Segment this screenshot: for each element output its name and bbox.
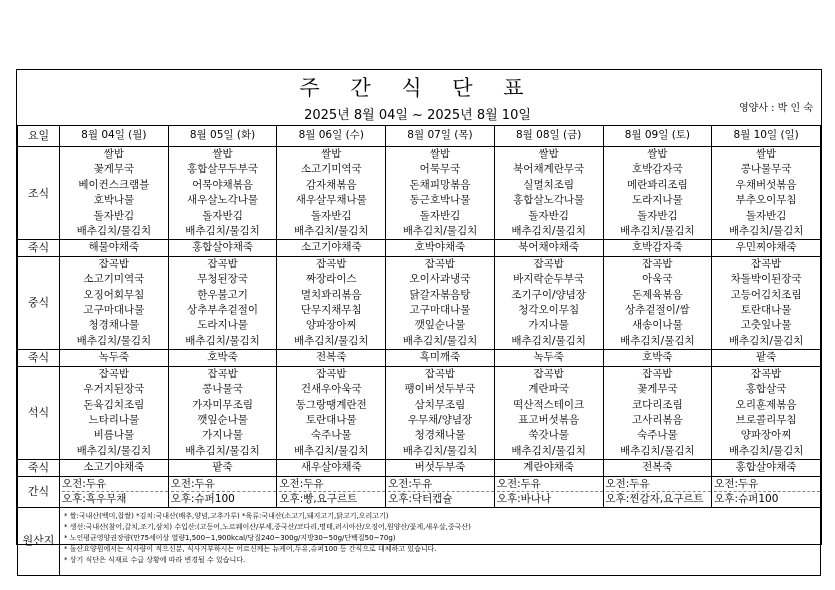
menu-item: 콩나물국 [202,383,243,396]
snack-cell [603,476,712,507]
menu-cell [603,366,712,459]
menu-item: 잡곡밥 [642,257,673,270]
menu-item: 돌자반김 [93,209,135,222]
origin-notes [60,507,821,575]
menu-item: 표고버섯볶음 [518,413,580,426]
day-header: 8월 08일 (금) [494,126,603,147]
menu-item: 돈육김치조림 [83,398,145,411]
menu-item: 고등어김치조림 [730,288,802,301]
menu-item: 부추오이무침 [735,194,797,207]
menu-item: 소고기미역국 [300,163,362,176]
menu-item: 한우불고기 [197,288,248,301]
menu-item: 메란꽈리조림 [626,178,688,191]
menu-item: 쌀밥 [212,148,233,160]
menu-item: 쌀밥 [103,148,124,160]
menu-item: 우채버섯볶음 [735,178,797,191]
weekly-menu-table [17,125,821,576]
menu-cell [277,147,386,240]
dinner-row [18,366,821,459]
menu-item: 배추김치/물김치 [620,225,695,238]
porridge-item: 소고기야채죽 [277,240,386,256]
menu-item: 홍합살국 [745,383,787,396]
menu-item: 새우살노각나물 [187,194,259,207]
menu-item: 배추김치/물김치 [620,334,695,347]
menu-cell [60,256,169,349]
menu-item: 잡곡밥 [533,367,564,380]
porridge-item: 홍합살야채죽 [712,460,821,476]
menu-item: 아욱국 [642,273,673,286]
menu-item: 오징어회무침 [83,288,145,301]
menu-item: 청경채나물 [414,429,466,442]
meal-label: 조식 [18,147,60,240]
menu-item: 청각오이무침 [518,304,580,317]
menu-item: 삼치무조림 [414,398,466,411]
menu-item: 잡곡밥 [750,257,782,270]
menu-item: 배추김치/물김치 [185,334,260,347]
menu-cell [494,147,603,240]
porridge-item: 호박죽 [168,350,277,366]
menu-cell [60,366,169,459]
menu-item: 양파장아찌 [740,429,792,442]
menu-item: 돈채피망볶음 [409,178,471,191]
menu-item: 어묵야채볶음 [192,178,253,191]
menu-cell [494,256,603,349]
snack-item: 오후:찐감자,요구르트 [606,491,712,506]
menu-item: 배추김치/물김치 [402,444,478,457]
origin-note: * 노인평균영양권장량(만75세이상 열량1,500~1,900kcal/당질240~300g/지방30~50g/단백질50~70g) [64,533,396,542]
menu-item: 실멸치조림 [523,178,575,191]
menu-item: 꽃게무국 [637,383,678,396]
menu-item: 돌자반김 [637,209,678,222]
menu-item: 비름나물 [93,429,135,442]
menu-cell [712,147,821,240]
menu-cell [277,256,386,349]
menu-item: 팽이버섯두부국 [404,383,476,396]
snack-item: 오후:바나나 [497,491,603,506]
menu-item: 배추김치/물김치 [76,225,152,238]
day-header: 8월 09일 (토) [603,126,712,147]
porridge-item: 전복죽 [277,350,386,366]
snack-item: 오전:두유 [62,477,107,490]
menu-item: 떡산적스테이크 [513,398,585,411]
menu-cell [60,147,169,240]
menu-item: 가지나물 [202,429,243,442]
porridge-item: 녹두죽 [60,350,169,366]
snack-cell [386,476,495,507]
header-row [18,126,821,147]
porridge-item: 홍합살야채죽 [168,240,277,256]
menu-item: 콩나물무국 [740,163,792,176]
origin-note: * 돌산요양원에서는 식사량이 적으신분, 식사거부하시는 어르신께는 뉴케어,두유,슈퍼100 등 간식으로 대체하고 있습니다. [64,544,437,553]
day-header: 8월 10일 (일) [712,126,821,147]
menu-item: 도라지나물 [632,194,683,207]
menu-item: 호박감자국 [632,163,683,176]
menu-item: 가자미무조림 [192,398,253,411]
menu-item: 토란대나물 [740,304,792,317]
porridge-item: 호박야채죽 [386,240,495,256]
menu-item: 감자채볶음 [305,178,357,191]
menu-item: 배추김치/물김치 [293,225,369,238]
porridge-item: 새우살야채죽 [277,460,386,476]
menu-item: 차돌박이된장국 [730,273,802,286]
menu-item: 잡곡밥 [316,257,347,270]
origin-note: * 쌀:국내산(백미,찹쌀) *김치:국내산(배추,양념,고추가루) *육류:국내산(소고기,돼지고기,닭고기,오리고기) [64,511,389,520]
menu-item: 쌀밥 [755,148,777,160]
snack-item: 오후:흑우무채 [62,491,168,506]
breakfast-porridge-row [18,240,821,256]
lunch-row [18,256,821,349]
menu-item: 배추김치/물김치 [511,334,586,347]
menu-item: 배추김치/물김치 [293,444,369,457]
day-header: 8월 05일 (화) [168,126,277,147]
menu-item: 도라지나물 [197,319,248,332]
snack-item: 오후:빵,요구르트 [279,491,385,506]
menu-item: 배추김치/물김치 [728,225,804,238]
menu-item: 깻잎순나물 [197,413,248,426]
snack-cell [712,476,821,507]
menu-cell [168,256,277,349]
origin-row [18,507,821,575]
menu-item: 상추부추겉절이 [187,304,259,317]
menu-cell [168,147,277,240]
porridge-item: 흑미깨죽 [386,350,495,366]
menu-item: 배추김치/물김치 [620,444,695,457]
menu-item: 배추김치/물김치 [511,225,586,238]
snack-item: 오전:두유 [496,477,541,490]
porridge-item: 호박죽 [603,350,712,366]
menu-item: 배추김치/물김치 [402,334,478,347]
menu-period: 2025년 8월 04일 ~ 2025년 8월 10일 [304,108,531,123]
menu-item: 양파장아찌 [305,319,357,332]
menu-item: 돈제육볶음 [632,288,683,301]
menu-item: 배추김치/물김치 [402,225,478,238]
menu-item: 어묵무국 [419,163,461,176]
menu-cell [386,147,495,240]
meal-label: 중식 [18,256,60,349]
menu-cell [277,366,386,459]
dinner-porridge-row [18,460,821,476]
menu-item: 숙주나물 [637,429,678,442]
menu-item: 쑥갓나물 [528,429,569,442]
weekday-header: 요일 [18,126,60,147]
day-header: 8월 04일 (월) [60,126,169,147]
meal-label: 죽식 [18,350,60,366]
menu-item: 배추김치/물김치 [185,444,260,457]
menu-item: 돌자반김 [419,209,461,222]
menu-item: 오이사과냉국 [409,273,471,286]
porridge-item: 해물야채죽 [60,240,169,256]
origin-label: 원산지 [18,507,60,575]
menu-item: 우거지된장국 [83,383,145,396]
menu-cell [386,256,495,349]
porridge-item: 계란야채죽 [494,460,603,476]
snack-item: 오전:두유 [388,477,433,490]
menu-item: 쌀밥 [647,148,668,160]
menu-item: 북어채계란무국 [513,163,585,176]
menu-cell [712,366,821,459]
nutritionist-label: 영양사 : 박 인 숙 [738,103,813,114]
menu-item: 청경채나물 [88,319,140,332]
menu-item: 배추김치/물김치 [511,444,586,457]
page-title: 주 간 식 단 표 [299,76,536,100]
day-header: 8월 06일 (수) [277,126,386,147]
menu-item: 돌자반김 [310,209,352,222]
meal-label: 죽식 [18,460,60,476]
menu-item: 소고기미역국 [83,273,145,286]
menu-item: 배추김치/물김치 [76,334,152,347]
menu-item: 멸치꽈리볶음 [300,288,362,301]
menu-item: 동근호박나물 [409,194,471,207]
menu-item: 잡곡밥 [750,367,782,380]
menu-item: 짜장라이스 [305,273,357,286]
snack-cell [168,476,277,507]
menu-item: 홍합살무두부국 [187,163,259,176]
snack-cell [60,476,169,507]
porridge-item: 북어채야채죽 [494,240,603,256]
menu-item: 배추김치/물김치 [185,225,260,238]
snack-item: 오전:두유 [279,477,324,490]
porridge-item: 팥죽 [712,350,821,366]
menu-item: 배추김치/물김치 [728,334,804,347]
menu-item: 쌀밥 [429,148,451,160]
menu-item: 닭갈자볶음탕 [409,288,471,301]
menu-item: 가지나물 [528,319,569,332]
lunch-porridge-row [18,350,821,366]
porridge-item: 전복죽 [603,460,712,476]
menu-item: 브로콜리무침 [735,413,797,426]
menu-item: 배추김치/물김치 [293,334,369,347]
menu-cell [712,256,821,349]
day-header: 8월 07일 (목) [386,126,495,147]
menu-item: 무청된장국 [197,273,248,286]
menu-item: 조기구이/양념장 [511,288,586,301]
menu-cell [386,366,495,459]
menu-item: 우무채/양념장 [407,413,473,426]
menu-item: 쌀밥 [321,148,342,160]
menu-item: 잡곡밥 [207,257,238,270]
menu-item: 배추김치/물김치 [76,444,152,457]
snack-item: 오전:두유 [714,477,759,490]
menu-item: 쌀밥 [538,148,559,160]
porridge-item: 소고기야채죽 [60,460,169,476]
menu-item: 잡곡밥 [533,257,564,270]
menu-item: 배추김치/물김치 [728,444,804,457]
menu-item: 건새우아욱국 [300,383,362,396]
menu-item: 상추겉절이/쌈 [625,304,690,317]
menu-item: 고사리볶음 [632,413,683,426]
menu-item: 잡곡밥 [316,367,347,380]
porridge-item: 녹두죽 [494,350,603,366]
menu-item: 오리훈제볶음 [735,398,797,411]
menu-item: 꽃게무국 [93,163,135,176]
menu-item: 홍합살노각나물 [513,194,585,207]
snack-item: 오후:닥터캡슐 [388,491,494,506]
meal-label: 죽식 [18,240,60,256]
snack-cell [494,476,603,507]
menu-item: 코다리조림 [632,398,683,411]
porridge-item: 호박감자죽 [603,240,712,256]
porridge-item: 버섯두부죽 [386,460,495,476]
meal-label: 석식 [18,366,60,459]
porridge-item: 팥죽 [168,460,277,476]
menu-item: 잡곡밥 [424,367,456,380]
menu-item: 바지락순두부국 [513,273,585,286]
menu-item: 숙주나물 [310,429,352,442]
meal-label: 간식 [18,476,60,507]
menu-item: 돌자반김 [202,209,243,222]
menu-item: 돌자반김 [528,209,569,222]
menu-item: 잡곡밥 [642,367,673,380]
menu-cell [603,256,712,349]
menu-item: 고구마대나물 [83,304,145,317]
menu-item: 잡곡밥 [207,367,238,380]
menu-item: 잡곡밥 [98,257,130,270]
menu-item: 돌자반김 [745,209,787,222]
menu-item: 토란대나물 [305,413,357,426]
menu-item: 호박나물 [93,194,135,207]
menu-item: 고춧잎나물 [740,319,792,332]
snack-row [18,476,821,507]
menu-item: 새송이나물 [632,319,683,332]
snack-item: 오후:슈퍼100 [714,491,820,506]
snack-item: 오전:두유 [170,477,215,490]
origin-note: * 상기 식단은 식재료 수급 상황에 따라 변경될 수 있습니다. [64,555,246,564]
menu-item: 단무지채무침 [300,304,362,317]
breakfast-row [18,147,821,240]
menu-item: 동그랑땡계란전 [295,398,367,411]
menu-item: 깻잎순나물 [414,319,466,332]
menu-item: 고구마대나물 [409,304,471,317]
snack-cell [277,476,386,507]
origin-note: * 생선:국내산(참어,갈치,조기,삼치) 수입산:(고등어,노르웨이산/부세,중국산/코다리,명태,러시아산/오징어,원양산/꽃게,새우살,중국산) [64,522,471,531]
menu-cell [494,366,603,459]
snack-item: 오후:슈퍼100 [171,491,277,506]
menu-cell [603,147,712,240]
porridge-item: 우민찌야채죽 [712,240,821,256]
menu-item: 새우살무채나물 [295,194,367,207]
menu-item: 잡곡밥 [98,367,130,380]
menu-item: 베이컨스크램블 [78,178,150,191]
snack-item: 오전:두유 [605,477,650,490]
menu-item: 잡곡밥 [424,257,456,270]
menu-cell [168,366,277,459]
menu-item: 계란파국 [528,383,569,396]
menu-item: 느타리나물 [88,413,140,426]
